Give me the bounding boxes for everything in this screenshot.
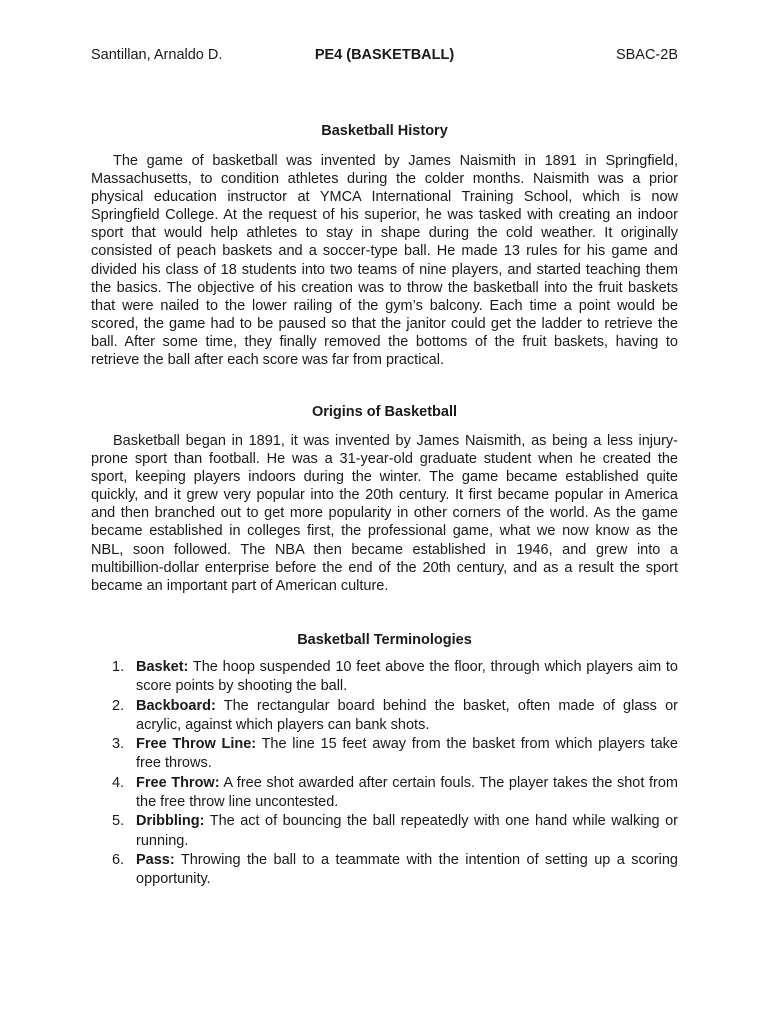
terminologies-list [91, 658, 678, 890]
list-number: 4. [112, 774, 125, 791]
course-title: PE4 (BASKETBALL) [314, 47, 455, 63]
list-number: 2. [112, 697, 125, 714]
list-item [91, 735, 678, 774]
list-number: 3. [112, 736, 125, 753]
list-item [91, 774, 678, 813]
term-definition: The act of bouncing the ball repeatedly with one hand while walking or running. [136, 813, 678, 849]
origins-heading: Origins of Basketball [311, 404, 458, 420]
term-definition: A free shot awarded after certain fouls. The player takes the shot from the free throw line uncontested. [136, 774, 678, 811]
term-label: Free Throw Line: [136, 736, 257, 753]
term-label: Free Throw: [136, 774, 220, 791]
author-name: Santillan, Arnaldo D. [91, 47, 223, 63]
term-label: Pass: [136, 851, 175, 868]
term-definition: Throwing the ball to a teammate with the intention of setting up a scoring opportunity. [136, 851, 678, 888]
term-label: Dribbling: [136, 813, 205, 830]
list-number: 5. [112, 813, 125, 830]
list-number: 1. [112, 659, 125, 675]
term-definition: The rectangular board behind the basket, often made of glass or acrylic, against which players can bank shots. [136, 697, 678, 733]
term-definition: The hoop suspended 10 feet above the floor, through which players aim to score points by shooting the ball. [136, 659, 678, 695]
term-label: Backboard: [136, 697, 216, 714]
origins-paragraph: Basketball began in 1891, it was invented by James Naismith, as being a less injury-prone sport than football. He was a 31-year-old graduate student when he created the sport, keeping players indoors during the winter. The game became established quite quickly, and it grew very popular into the 20th century. It first became popular in America and then branched out to get more popularity in other corners of the world. As the game became established in colleges first, the professional game, what we now know as the NBL, soon followed. The NBA then became established in 1946, and grew into a multibillion-dollar enterprise before the end of the 20th century, and as a result the sport became an important part of American culture. [91, 433, 678, 594]
list-item [91, 658, 678, 697]
page-header [91, 47, 678, 67]
list-item [91, 851, 678, 890]
list-number: 6. [112, 851, 125, 868]
term-definition: The line 15 feet away from the basket from which players take free throws. [136, 736, 678, 772]
section-code: SBAC-2B [615, 47, 678, 63]
history-paragraph: The game of basketball was invented by James Naismith in 1891 in Springfield, Massachusetts, to condition athletes during the colder months. Naismith was a prior physical education instructor at YMCA International Training School, which is now Springfield College. At the request of his superior, he was tasked with creating an indoor sport that would help athletes to stay in shape during the cold weather. It originally consisted of peach baskets and a soccer-type ball. He made 13 rules for his game and divided his class of 18 students into two teams of nine players, and started teaching them the basics. The objective of his creation was to throw the basketball into the fruit baskets that were nailed to the lower railing of the gym’s balcony. Each time a point would be scored, the game had to be paused so that the janitor could get the ladder to retrieve the ball. After some time, they finally removed the bottoms of the fruit baskets, having to retrieve the ball after each score was far from practical. [91, 153, 678, 369]
terminologies-heading: Basketball Terminologies [297, 632, 472, 648]
history-heading: Basketball History [321, 123, 448, 139]
list-item [91, 812, 678, 851]
list-item [91, 697, 678, 736]
term-label: Basket: [136, 659, 189, 675]
